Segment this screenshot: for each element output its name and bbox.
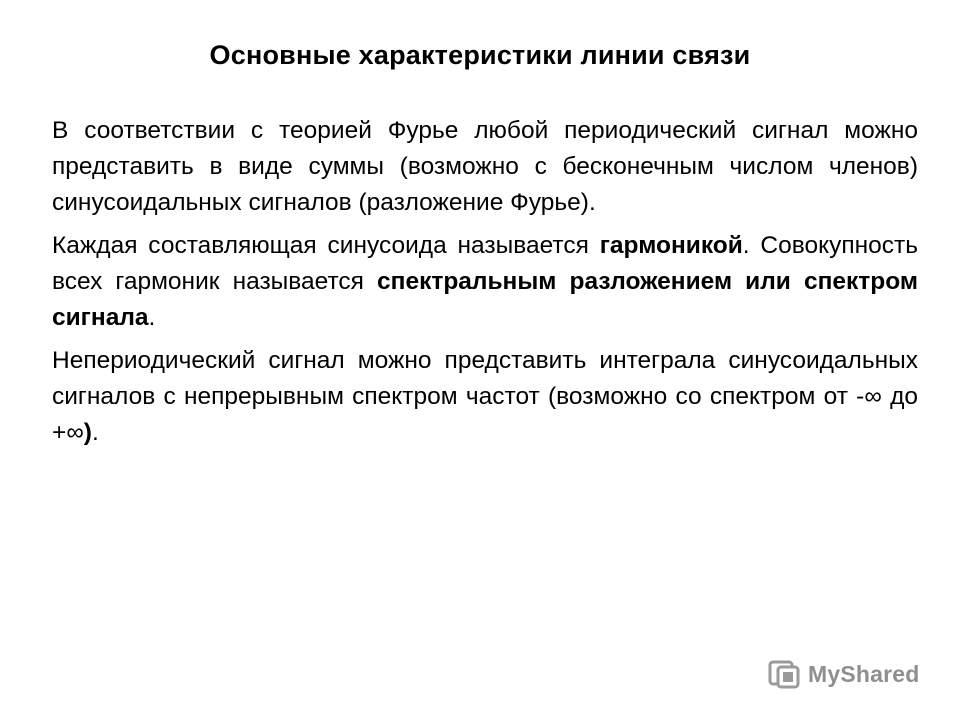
paragraph-harmonics [52, 228, 918, 336]
paragraph-text: В соответствии с теорией Фурье любой периодический сигнал можно представить в виде суммы (возможно с бесконечным числом членов) синусоидальных сигналов (разложение Фурье). [52, 117, 918, 216]
term-spectrum: спектральным разложением или спектром сигнала [52, 268, 918, 331]
myshared-logo-icon [768, 657, 802, 691]
closing-paren: ) [83, 419, 92, 446]
paragraph-fourier [52, 113, 918, 221]
paragraph-text: Непериодический сигнал можно представить интеграла синусоидальных сигналов с непрерывным спектром частот (возможно со спектром от - [52, 347, 918, 410]
watermark-text: MyShared [808, 660, 920, 687]
paragraph-text: до + [52, 383, 918, 446]
paragraph-nonperiodic [52, 343, 918, 451]
infinity-symbol: ∞ [66, 419, 84, 446]
paragraph-text: . [148, 304, 156, 331]
paragraph-text: . Совокупность всех гармоник называется [52, 232, 919, 295]
paragraph-text: . [91, 419, 99, 446]
slide-title: Основные характеристики линии связи [209, 40, 751, 70]
paragraph-text: Каждая составляющая синусоида называется [52, 232, 600, 259]
term-harmonic: гармоникой [599, 232, 743, 259]
watermark [768, 657, 920, 691]
infinity-symbol: ∞ [864, 383, 882, 410]
slide-content [52, 113, 918, 458]
